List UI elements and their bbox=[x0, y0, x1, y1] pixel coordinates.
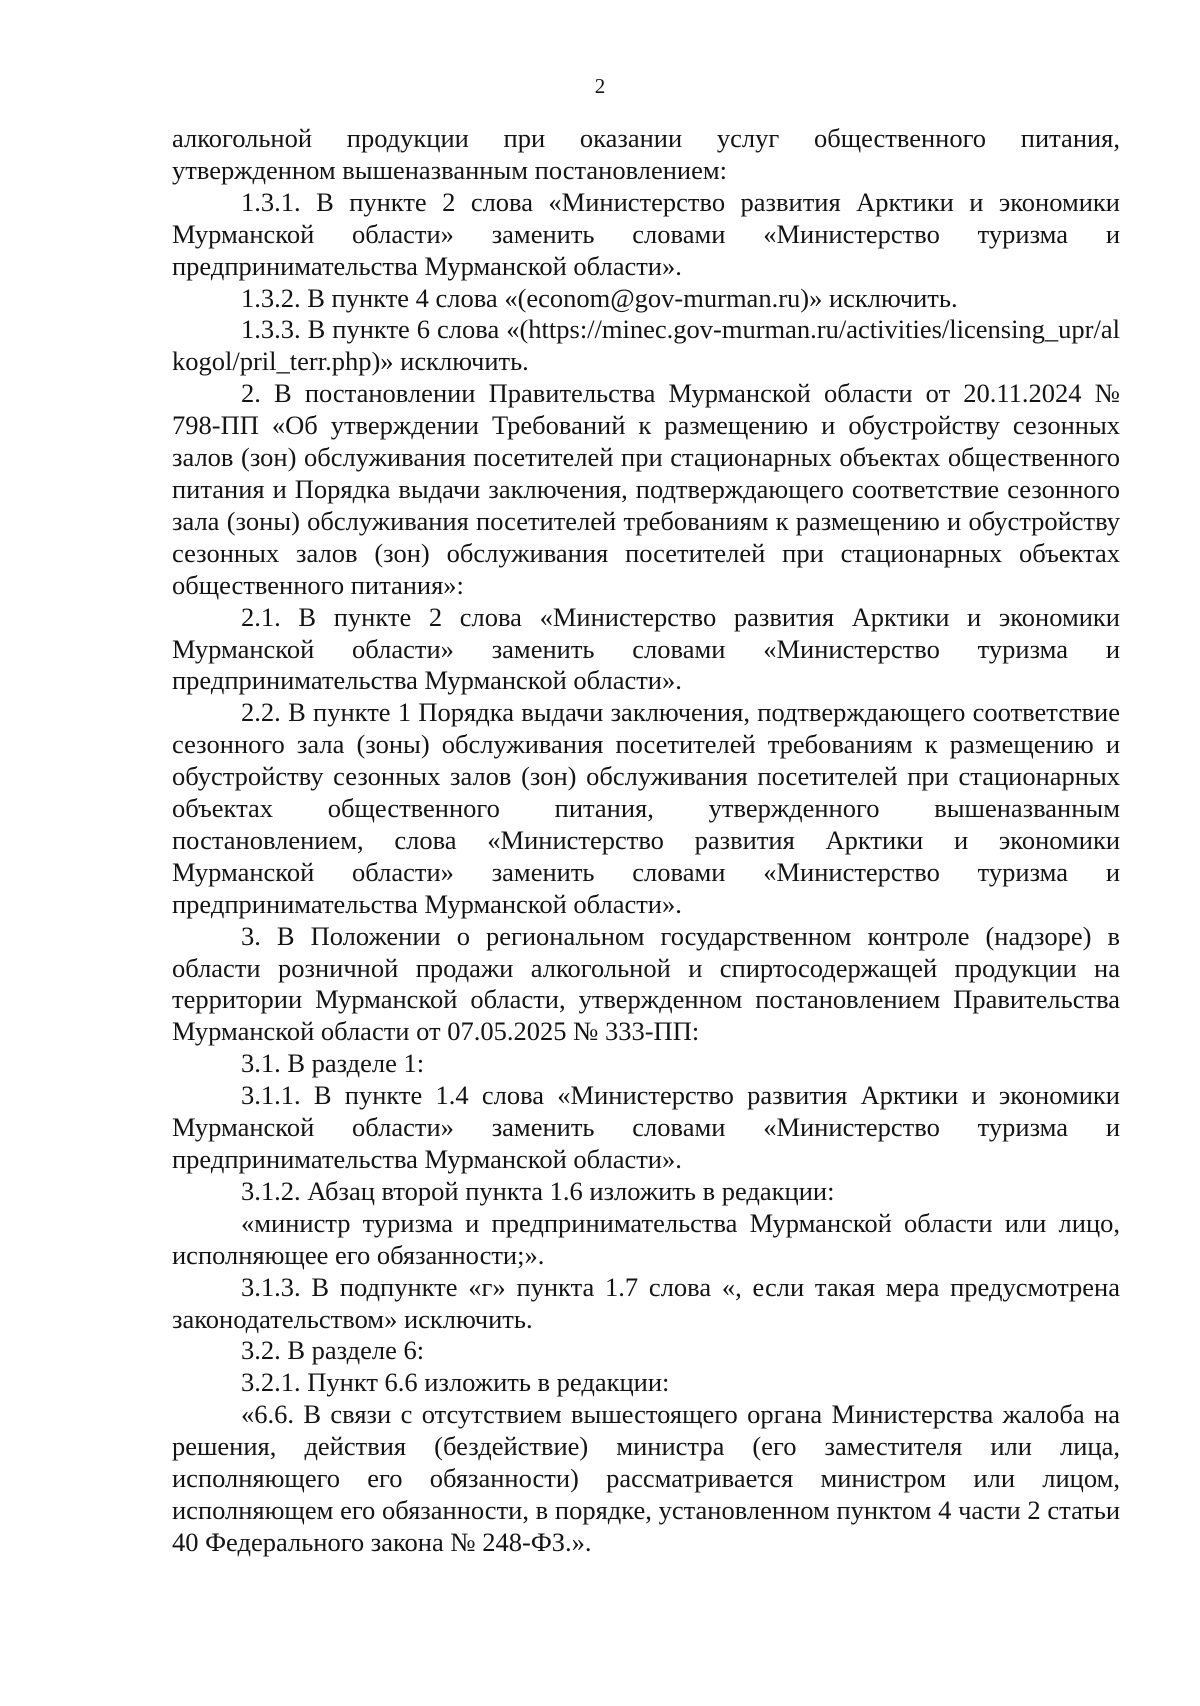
paragraph: 3.1.3. В подпункте «г» пункта 1.7 слова «, если такая мера предусмотрена законодательством» исключить. bbox=[172, 1271, 1120, 1334]
paragraph: «министр туризма и предпринимательства Мурманской области или лицо, исполняющее его обязанности;». bbox=[172, 1207, 1120, 1270]
paragraph: 1.3.2. В пункте 4 слова «(econom@gov-murman.ru)» исключить. bbox=[241, 282, 958, 313]
paragraph: 2.1. В пункте 2 слова «Министерство развития Арктики и экономики Мурманской области» заменить словами «Министерство туризма и предпринимательства Мурманской области». bbox=[172, 601, 1120, 696]
paragraph: 3.1. В разделе 1: bbox=[241, 1048, 425, 1079]
paragraph: 2. В постановлении Правительства Мурманской области от 20.11.2024 № 798-ПП «Об утверждении Требований к размещению и обустройству сезонных залов (зон) обслуживания посетителей при стационарных объектах общественного питания и Порядка выдачи заключения, подтверждающего соответствие сезонного зала (зоны) обслуживания посетителей требованиям к размещению и обустройству сезонных залов (зон) обслуживания посетителей при стационарных объектах общественного питания»: bbox=[172, 378, 1120, 600]
paragraph: 3.1.2. Абзац второй пункта 1.6 изложить в редакции: bbox=[241, 1175, 835, 1206]
page-number: 2 bbox=[594, 74, 606, 98]
paragraph: 1.3.1. В пункте 2 слова «Министерство развития Арктики и экономики Мурманской области» заменить словами «Министерство туризма и предпринимательства Мурманской области». bbox=[172, 186, 1120, 281]
paragraph: алкогольной продукции при оказании услуг общественного питания, утвержденном вышеназванным постановлением: bbox=[172, 123, 1120, 185]
paragraph: 1.3.3. В пункте 6 слова «(https://minec.gov-murman.ru/activities/licensing_upr/alkogol/pril_terr.php)» исключить. bbox=[172, 314, 1120, 377]
paragraph: 3.2.1. Пункт 6.6 изложить в редакции: bbox=[241, 1367, 670, 1398]
paragraph: 2.2. В пункте 1 Порядка выдачи заключения, подтверждающего соответствие сезонного зала (зоны) обслуживания посетителей требованиям к размещению и обустройству сезонных залов (зон) обслуживания посетителей при стационарных объектах общественного питания, утвержденного вышеназванным постановлением, слова «Министерство развития Арктики и экономики Мурманской области» заменить словами «Министерство туризма и предпринимательства Мурманской области». bbox=[172, 697, 1120, 919]
paragraph: «6.6. В связи с отсутствием вышестоящего органа Министерства жалоба на решения, действия (бездействие) министра (его заместителя или лица, исполняющего его обязанности) рассматривается министром или лицом, исполняющем его обязанности, в порядке, установленном пунктом 4 части 2 статьи 40 Федерального закона № 248-ФЗ.». bbox=[172, 1399, 1120, 1557]
paragraph: 3. В Положении о региональном государственном контроле (надзоре) в области розничной продажи алкогольной и спиртосодержащей продукции на территории Мурманской области, утвержденном постановлением Правительства Мурманской области от 07.05.2025 № 333-ПП: bbox=[172, 920, 1120, 1047]
paragraph: 3.1.1. В пункте 1.4 слова «Министерство развития Арктики и экономики Мурманской области» заменить словами «Министерство туризма и предпринимательства Мурманской области». bbox=[172, 1080, 1120, 1174]
document-body bbox=[172, 123, 1120, 1559]
paragraph: 3.2. В разделе 6: bbox=[241, 1335, 425, 1366]
